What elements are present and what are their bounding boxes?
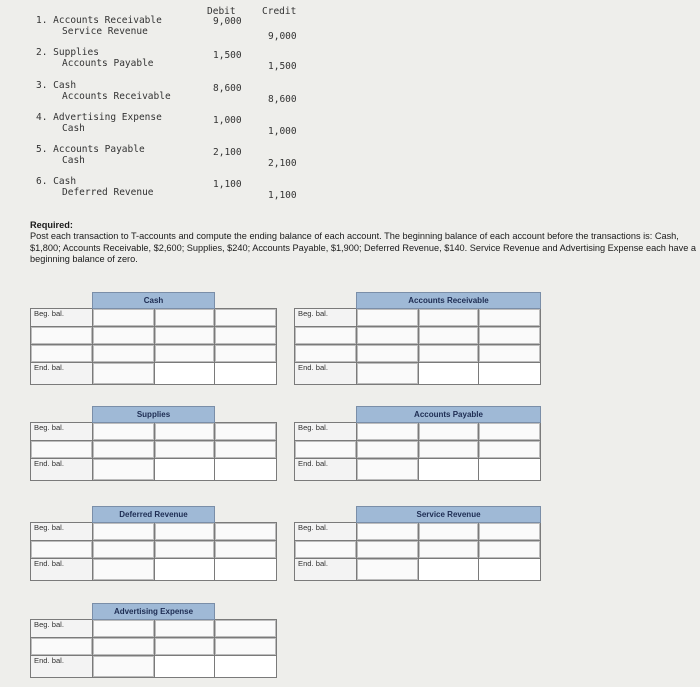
debit-input[interactable] [357,327,419,345]
credit-input[interactable] [419,541,479,559]
debit-amount: 2,100 [213,147,242,158]
credit-amount-input[interactable] [215,345,277,363]
credit-input[interactable] [419,441,479,459]
end-bal-label: End. bal. [31,363,93,385]
credit-account: Deferred Revenue [62,187,154,198]
credit-amount: 2,100 [268,158,297,169]
debit-input[interactable] [357,309,419,327]
credit-header: Credit [262,6,297,17]
required-title: Required: [30,220,73,230]
debit-label-input[interactable] [295,541,357,559]
credit-account: Accounts Payable [62,58,154,69]
credit-amount-input[interactable] [479,327,541,345]
credit-input[interactable] [155,541,215,559]
credit-amount-input[interactable] [215,541,277,559]
credit-amount-input[interactable] [215,620,277,638]
credit-input[interactable] [155,523,215,541]
debit-label-input[interactable] [295,345,357,363]
debit-input[interactable] [357,423,419,441]
credit-amount-input[interactable] [479,441,541,459]
credit-amount-input[interactable] [215,441,277,459]
credit-input[interactable] [419,309,479,327]
debit-input[interactable] [357,441,419,459]
t-account-advertising-expense [30,603,276,678]
debit-label-input[interactable] [295,441,357,459]
t-account-accounts-receivable [294,292,540,385]
credit-input[interactable] [419,345,479,363]
debit-account: 6. Cash [36,176,77,187]
t-account-deferred-revenue [30,506,276,581]
debit-input[interactable] [93,309,155,327]
debit-label-input[interactable] [31,638,93,656]
credit-input[interactable] [155,327,215,345]
beg-bal-label: Beg. bal. [295,523,357,541]
end-bal-label: End. bal. [31,656,93,678]
debit-amount: 1,100 [213,179,242,190]
credit-account: Cash [62,123,85,134]
debit-input[interactable] [93,523,155,541]
credit-amount: 8,600 [268,94,297,105]
beg-bal-label: Beg. bal. [295,423,357,441]
credit-account: Accounts Receivable [62,91,171,102]
debit-header: Debit [207,6,236,17]
t-account-title: Service Revenue [357,507,541,523]
debit-account: 3. Cash [36,80,77,91]
credit-amount: 1,500 [268,61,297,72]
end-bal-input[interactable] [93,459,155,481]
debit-label-input[interactable] [31,441,93,459]
credit-amount-input[interactable] [479,523,541,541]
debit-input[interactable] [357,541,419,559]
end-bal-label: End. bal. [295,559,357,581]
t-account-cash [30,292,276,385]
end-bal-input[interactable] [357,363,419,385]
debit-account: 4. Advertising Expense [36,112,162,123]
debit-label-input[interactable] [31,345,93,363]
credit-input[interactable] [155,638,215,656]
credit-input[interactable] [419,327,479,345]
end-bal-input[interactable] [357,559,419,581]
end-bal-input[interactable] [357,459,419,481]
credit-amount: 1,000 [268,126,297,137]
credit-amount-input[interactable] [215,638,277,656]
debit-amount: 1,500 [213,50,242,61]
end-bal-label: End. bal. [31,459,93,481]
credit-input[interactable] [155,309,215,327]
t-account-supplies [30,406,276,481]
credit-amount-input[interactable] [215,309,277,327]
t-account-accounts-payable [294,406,540,481]
beg-bal-label: Beg. bal. [31,523,93,541]
debit-account: 5. Accounts Payable [36,144,145,155]
end-bal-input[interactable] [93,656,155,678]
debit-label-input[interactable] [295,327,357,345]
t-account-service-revenue [294,506,540,581]
credit-amount: 1,100 [268,190,297,201]
beg-bal-label: Beg. bal. [31,309,93,327]
debit-amount: 1,000 [213,115,242,126]
debit-input[interactable] [357,523,419,541]
end-bal-label: End. bal. [295,363,357,385]
credit-input[interactable] [155,345,215,363]
debit-input[interactable] [93,345,155,363]
credit-amount-input[interactable] [479,345,541,363]
credit-amount-input[interactable] [215,423,277,441]
debit-label-input[interactable] [31,327,93,345]
credit-input[interactable] [419,423,479,441]
debit-input[interactable] [93,620,155,638]
debit-account: 2. Supplies [36,47,99,58]
debit-input[interactable] [93,441,155,459]
debit-input[interactable] [93,638,155,656]
t-account-title: Supplies [93,407,215,423]
credit-amount-input[interactable] [215,327,277,345]
credit-amount-input[interactable] [479,423,541,441]
beg-bal-label: Beg. bal. [31,423,93,441]
t-account-title: Cash [93,293,215,309]
credit-input[interactable] [155,441,215,459]
t-account-title: Deferred Revenue [93,507,215,523]
t-account-title: Accounts Receivable [357,293,541,309]
end-bal-label: End. bal. [295,459,357,481]
t-account-title: Advertising Expense [93,604,215,620]
t-account-title: Accounts Payable [357,407,541,423]
required-text: Post each transaction to T-accounts and compute the ending balance of each account. The beginning balance of each account before the transactions is: Cash, $1,800; Accounts Receivable, $2,600; Supplies, $240; Accounts Payable, $1,900; Deferred Revenue, $140. Service Revenue and Advertising Expense each have a beginning balance of zero. [30,231,697,264]
end-bal-input[interactable] [93,559,155,581]
debit-input[interactable] [93,541,155,559]
credit-amount-input[interactable] [479,541,541,559]
debit-label-input[interactable] [31,541,93,559]
credit-account: Service Revenue [62,26,148,37]
credit-input[interactable] [155,620,215,638]
debit-amount: 9,000 [213,16,242,27]
required-instructions [30,220,700,265]
debit-input[interactable] [93,327,155,345]
end-bal-label: End. bal. [31,559,93,581]
debit-input[interactable] [93,423,155,441]
credit-amount-input[interactable] [479,309,541,327]
credit-amount: 9,000 [268,31,297,42]
credit-input[interactable] [419,523,479,541]
credit-input[interactable] [155,423,215,441]
beg-bal-label: Beg. bal. [31,620,93,638]
credit-account: Cash [62,155,85,166]
end-bal-input[interactable] [93,363,155,385]
credit-amount-input[interactable] [215,523,277,541]
beg-bal-label: Beg. bal. [295,309,357,327]
debit-account: 1. Accounts Receivable [36,15,162,26]
debit-input[interactable] [357,345,419,363]
debit-amount: 8,600 [213,83,242,94]
